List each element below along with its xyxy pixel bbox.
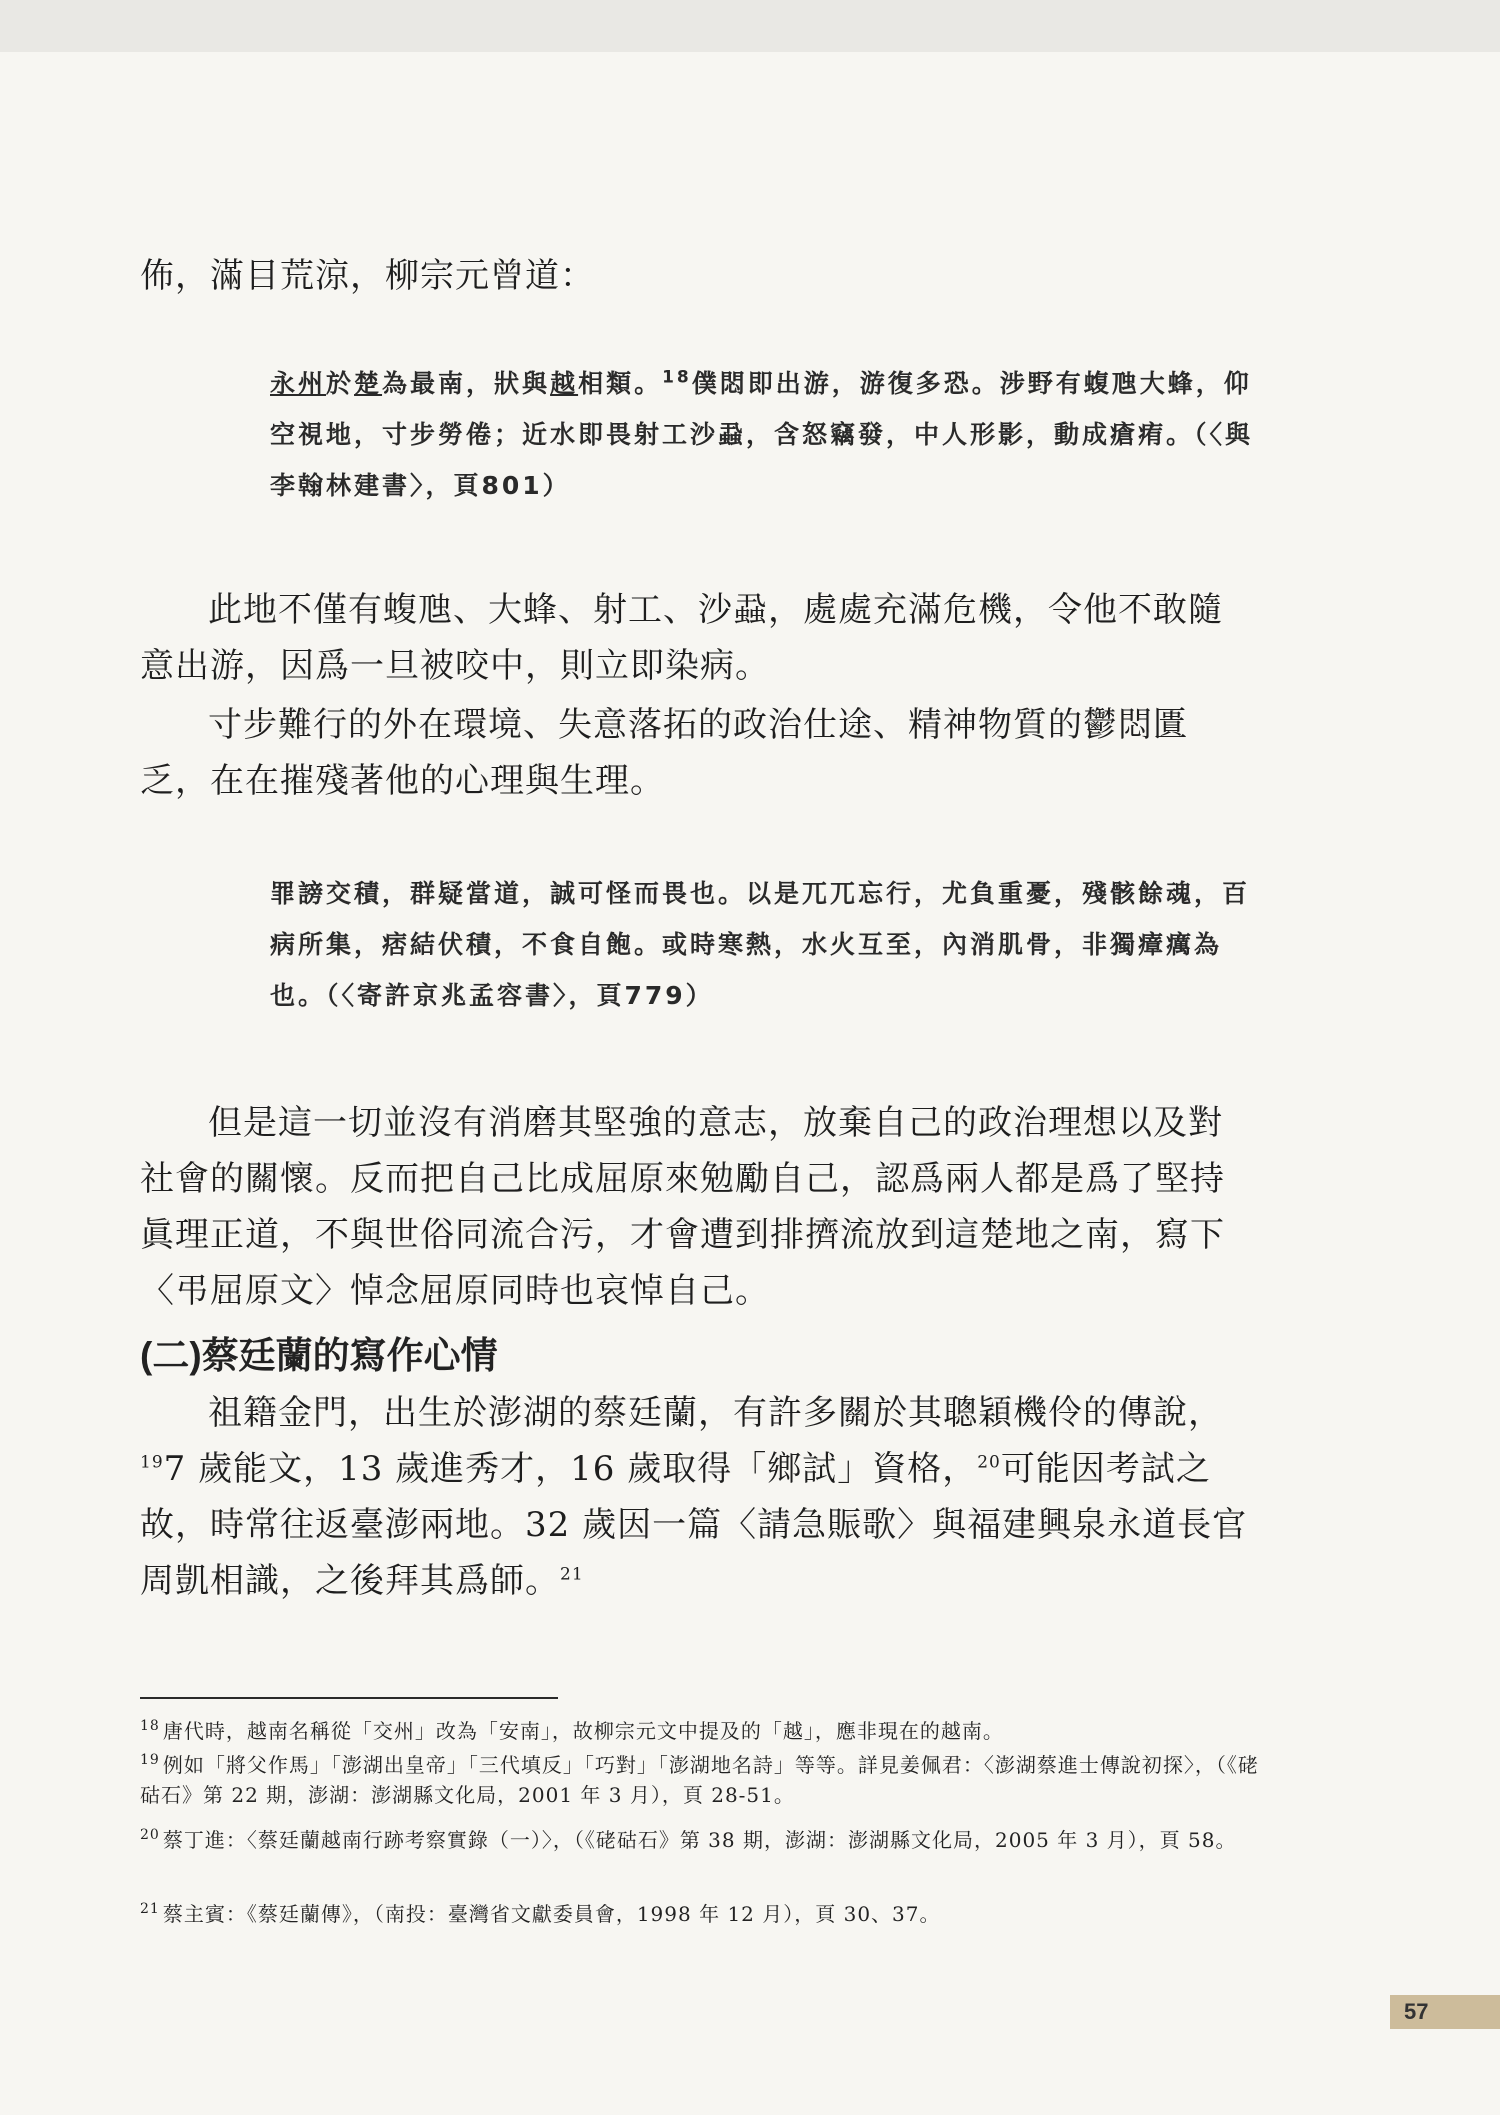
body-paragraph-3: 寸步難行的外在環境、失意落拓的政治仕途、精神物質的鬱悶匱乏，在在摧殘著他的心理與生理。 <box>140 705 1188 801</box>
section-heading: (二)蔡廷蘭的寫作心情 <box>140 1335 498 1376</box>
place-name: 楚 <box>354 369 383 398</box>
place-name: 永州 <box>270 369 327 398</box>
quote-text: 為最南，狀與 <box>382 369 551 398</box>
quote-text: 僕悶即出游，游復多恐。涉野有蝮虺大蜂，仰空視地，寸步勞倦；近水即畏射工沙蝨，含怒竊發，中人形影，動成瘡痏。（〈與李翰林建書〉，頁801） <box>270 369 1254 500</box>
quote-block-1 <box>270 358 1260 511</box>
body-paragraph-5 <box>140 1385 1255 1609</box>
paragraph-text: 祖籍金門，出生於澎湖的蔡廷蘭，有許多關於其聰穎機伶的傳說， <box>208 1393 1223 1433</box>
quote-text: 於 <box>326 369 355 398</box>
scan-top-band <box>0 0 1500 52</box>
place-name: 越 <box>550 369 579 398</box>
intro-paragraph: 佈，滿目荒涼，柳宗元曾道： <box>140 256 595 296</box>
footnote-18 <box>140 1716 1275 1746</box>
page-number: 57 <box>1390 1995 1500 2029</box>
footnote-19 <box>140 1750 1275 1810</box>
footnote-number: 19 <box>140 1752 160 1769</box>
paragraph-text: 7 歲能文，13 歲進秀才，16 歲取得「鄉試」資格， <box>163 1449 978 1489</box>
footnote-ref: 19 <box>140 1452 164 1473</box>
footnote-ref: 20 <box>977 1452 1001 1473</box>
quote-block-2: 罪謗交積，群疑當道，誠可怪而畏也。以是兀兀忘行，尤負重憂，殘骸餘魂，百病所集，痞結伏積，不食自飽。或時寒熱，水火互至，內消肌骨，非獨瘴癘為也。（〈寄許京兆孟容書〉，頁779） <box>270 879 1251 1010</box>
footnote-ref: 21 <box>560 1564 584 1585</box>
footnote-text: 唐代時，越南名稱從「交州」改為「安南」，故柳宗元文中提及的「越」，應非現在的越南。 <box>162 1719 1004 1743</box>
footnote-number: 18 <box>140 1718 160 1735</box>
quote-text: 相類。 <box>578 369 663 398</box>
footnote-20 <box>140 1825 1275 1855</box>
footnote-number: 21 <box>140 1901 160 1918</box>
footnote-text: 蔡丁進：〈蔡廷蘭越南行跡考察實錄（一）〉，（《硓𥑮石》第 38 期，澎湖：澎湖縣文化局，2005 年 3 月），頁 58。 <box>162 1828 1237 1852</box>
body-paragraph-4: 但是這一切並沒有消磨其堅強的意志，放棄自己的政治理想以及對社會的關懷。反而把自己比成屈原來勉勵自己，認爲兩人都是爲了堅持眞理正道，不與世俗同流合污，才會遭到排擠流放到這楚地之南，寫下〈弔屈原文〉悼念屈原同時也哀悼自己。 <box>140 1103 1225 1311</box>
footnote-divider <box>140 1697 558 1699</box>
footnote-ref: 18 <box>662 367 692 388</box>
footnote-text: 例如「將父作馬」「澎湖出皇帝」「三代填反」「巧對」「澎湖地名詩」等等。詳見姜佩君：〈澎湖蔡進士傳說初探〉，（《硓𥑮石》第 22 期，澎湖：澎湖縣文化局，2001 年 3 月），頁 28-51。 <box>140 1753 1259 1807</box>
footnote-number: 20 <box>140 1827 160 1844</box>
footnote-text: 蔡主賓：《蔡廷蘭傳》，（南投：臺灣省文獻委員會，1998 年 12 月），頁 30、37。 <box>162 1902 941 1926</box>
footnote-21 <box>140 1899 1275 1929</box>
paragraph-text: 可能因考試之故，時常往返臺澎兩地。32 歲因一篇〈請急賑歌〉與福建興泉永道長官周凱相識，之後拜其爲師。 <box>140 1449 1248 1601</box>
body-paragraph-2: 此地不僅有蝮虺、大蜂、射工、沙蝨，處處充滿危機，令他不敢隨意出游，因爲一旦被咬中，則立即染病。 <box>140 590 1223 686</box>
